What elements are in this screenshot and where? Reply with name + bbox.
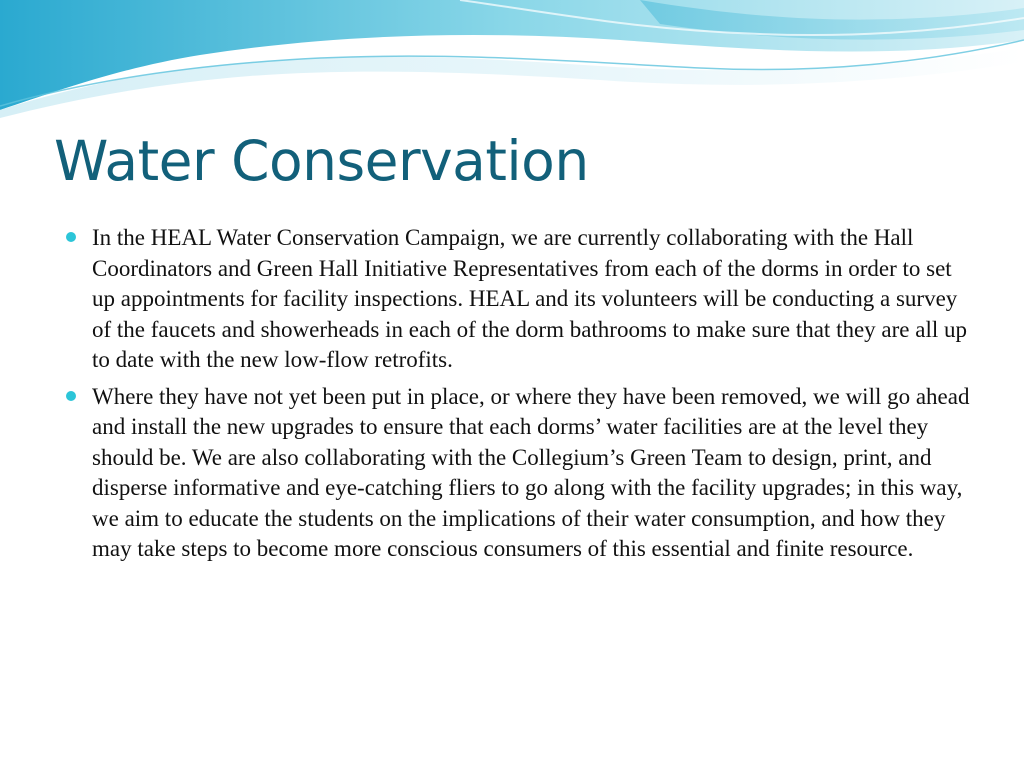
bullet-dot-icon	[66, 232, 76, 242]
list-item	[92, 382, 972, 565]
slide-title: Water Conservation	[54, 129, 589, 193]
bullet-list	[92, 223, 972, 571]
bullet-dot-icon	[66, 391, 76, 401]
bullet-text: In the HEAL Water Conservation Campaign, we are currently collaborating with the Hall Coordinators and Green Hall Initiative Representatives from each of the dorms in order to set up appointments for facility inspections. HEAL and its volunteers will be conducting a survey of the faucets and showerheads in each of the dorm bathrooms to make sure that they are all up to date with the new low-flow retrofits.	[92, 225, 967, 372]
bullet-text: Where they have not yet been put in place, or where they have been removed, we will go ahead and install the new upgrades to ensure that each dorms’ water facilities are at the level they should be. We are also collaborating with the Collegium’s Green Team to design, print, and disperse informative and eye-catching fliers to go along with the facility upgrades; in this way, we aim to educate the students on the implications of their water consumption, and how they may take steps to become more conscious consumers of this essential and finite resource.	[92, 383, 970, 561]
list-item	[92, 223, 972, 376]
wave-header-decoration	[0, 0, 1024, 130]
